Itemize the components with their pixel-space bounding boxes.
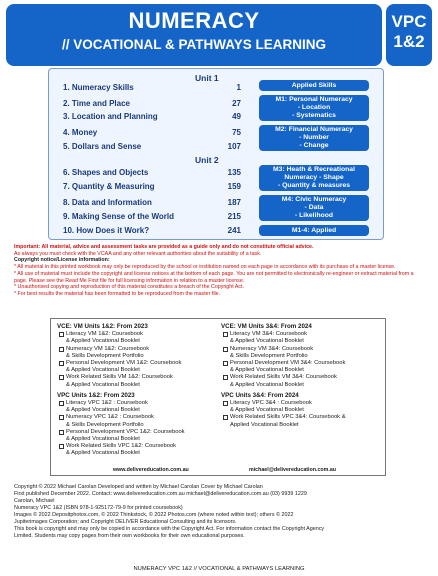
checkbox-icon [59, 347, 64, 352]
module-m2: M2: Financial Numeracy - Number - Change [259, 125, 369, 151]
vpc-badge [386, 4, 432, 66]
contents-row[interactable] [63, 112, 241, 124]
unit-2-label: Unit 2 [195, 155, 219, 165]
list-item [57, 331, 222, 345]
publication-details [14, 484, 424, 540]
contents-row[interactable] [63, 128, 241, 140]
product-column-right [221, 323, 386, 429]
badge-line-1: VPC [391, 12, 427, 31]
product-heading: VPC Units 1&2: From 2023 [57, 391, 135, 399]
footer-line: Images © 2022 Depositphotos.com, © 2022 Thinkstock, © 2022 Photos.com (where noted within text); others © 2022 [14, 512, 294, 518]
page-number: 159 [227, 182, 241, 191]
item-text: Personal Development VPC 1&2: Coursebook & Applied Vocational Booklet [66, 428, 185, 443]
footer-line: Copyright © 2022 Michael Carolan Developed and written by Michael Carolan Cover by Michael Carolan [14, 484, 263, 490]
unit-1-label: Unit 1 [195, 73, 219, 83]
list-item [221, 331, 386, 345]
checkbox-icon [59, 361, 64, 366]
module-m1-4-applied: M1-4: Applied [259, 225, 369, 236]
contents-row[interactable] [63, 142, 241, 154]
page-number: 49 [232, 112, 241, 121]
item-text: Personal Development VM 3&4: Coursebook & Applied Vocational Booklet [230, 360, 346, 374]
page-number: 107 [227, 142, 241, 151]
notice-bullet: * All use of material must include the copyright and license notices at the bottom of each page. You are not permitted to electronically re-engineer or extract material from a page. Please see the Read Me First file for full licensing information in relation to a master license. [14, 270, 414, 284]
chapter-title: 6. Shapes and Objects [63, 168, 149, 177]
product-list [50, 318, 386, 476]
checkbox-icon [223, 361, 228, 366]
list-item [221, 360, 386, 374]
page-number: 187 [227, 198, 241, 207]
module-applied-skills: Applied Skills [259, 80, 369, 91]
list-item [221, 400, 386, 414]
page-number: 135 [227, 168, 241, 177]
contents-row[interactable] [63, 99, 241, 111]
list-item [57, 429, 222, 443]
footer-line: Jupiterimages Corporation; and Copyright DELIVER Educational Consulting and its licensors. [14, 519, 237, 525]
item-text: Work Related Skills VPC 1&2: Coursebook & Applied Vocational Booklet [66, 443, 177, 457]
table-of-contents [48, 68, 384, 240]
list-item [57, 400, 222, 414]
product-heading: VCE: VM Units 3&4: From 2024 [221, 323, 312, 330]
contents-row[interactable] [63, 168, 241, 180]
title-banner [6, 4, 382, 66]
module-m3: M3: Heath & Recreational Numeracy - Shape - Quantity & measures [259, 165, 369, 191]
page-footer: NUMERACY VPC 1&2 // VOCATIONAL & PATHWAYS LEARNING [133, 566, 305, 572]
notice-important: Important: All material, advice and assessment tasks are provided as a guide only and do not constitute official advice. [14, 244, 314, 250]
product-heading: VCE: VM Units 1&2: From 2023 [57, 323, 148, 330]
chapter-title: 9. Making Sense of the World [63, 212, 174, 221]
module-m1: M1: Personal Numeracy - Location - Systematics [259, 95, 369, 121]
item-text: Personal Development VM 1&2: Coursebook & Applied Vocational Booklet [66, 360, 182, 374]
item-text: Work Related Skills VM 1&2: Coursebook & Applied Vocational Booklet [66, 374, 173, 388]
list-item [57, 374, 222, 388]
chapter-title: 7. Quantity & Measuring [63, 182, 155, 191]
checkbox-icon [59, 430, 64, 435]
notice-bullet-text: For best results the material has been formatted to be reproduced from the master file. [17, 290, 221, 297]
page-number: 75 [232, 128, 241, 137]
list-item [57, 346, 222, 360]
page-number: 27 [232, 99, 241, 108]
contents-row[interactable] [63, 83, 241, 95]
footer-line: Carolan, Michael [14, 498, 55, 504]
chapter-title: 4. Money [63, 128, 98, 137]
footer-line: This book is copyright and may only be copied in accordance with the Copyright Act. For information contact the Copyright Agency [14, 526, 325, 532]
item-text: Work Related Skills VPC 3&4: Coursebook & Applied Vocational Booklet [230, 414, 346, 428]
checkbox-icon [59, 332, 64, 337]
footer-line: First published December 2022. Contact: www.delivereducation.com.au michael@delivereducation.com.au (03) 9939 1229 [14, 491, 307, 497]
email-link[interactable]: michael@delivereducation.com.au [249, 467, 337, 473]
checkbox-icon [59, 401, 64, 406]
checkbox-icon [223, 332, 228, 337]
product-heading: VPC Units 3&4: From 2024 [221, 391, 299, 399]
checkbox-icon [223, 415, 228, 420]
page-title: NUMERACY [128, 8, 260, 33]
notice-license-heading: Copyright notice/License information: [14, 257, 110, 264]
contents-row[interactable] [63, 198, 241, 210]
notice-check: As always you must check with the VCAA and any other relevant authorities about the suitability of a task. [14, 250, 262, 257]
page-number: 241 [227, 226, 241, 235]
product-column-left [57, 323, 222, 458]
chapter-title: 3. Location and Planning [63, 112, 158, 121]
list-item [221, 374, 386, 388]
chapter-title: 5. Dollars and Sense [63, 142, 142, 151]
copyright-notice [14, 244, 426, 298]
notice-bullet-text: All material in this printed workbook may only be reproduced by the school or institution named on each page in accordance with its purchase of a master license. [17, 264, 396, 271]
module-m4: M4: Civic Numeracy - Data - Likelihood [259, 195, 369, 221]
checkbox-icon [59, 375, 64, 380]
notice-bullet-text: All use of material must include the copyright and license notices at the bottom of each page. You are not permitted to electronically re-engineer or extract material from a page. Please see the Read Me First file for full licensing information in relation to a master license. [14, 270, 414, 284]
contents-row[interactable] [63, 212, 241, 224]
website-link[interactable]: www.delivereducation.com.au [113, 467, 189, 473]
notice-bullet-text: Unauthorised copying and reproduction of this material constitutes a breach of the Copyright Act. [17, 284, 244, 291]
list-item [221, 414, 386, 428]
checkbox-icon [223, 401, 228, 406]
list-item [57, 360, 222, 374]
chapter-title: 1. Numeracy Skills [63, 83, 134, 92]
footer-line: Numeracy VPC 1&2 (ISBN 978-1-925172-79-9 for printed coursebook) [14, 505, 183, 511]
item-text: Numeracy VPC 1&2 : Coursebook & Skills Development Portfolio [66, 414, 154, 428]
chapter-title: 2. Time and Place [63, 99, 130, 108]
list-item [221, 346, 386, 360]
page-subtitle: // VOCATIONAL & PATHWAYS LEARNING [61, 37, 326, 52]
list-item [57, 414, 222, 428]
checkbox-icon [59, 444, 64, 449]
item-text: Literacy VPC 1&2 : Coursebook & Applied Vocational Booklet [66, 400, 148, 414]
chapter-title: 10. How Does it Work? [63, 226, 150, 235]
notice-bullet: * For best results the material has been formatted to be reproduced from the master file. [14, 290, 221, 297]
notice-bullet: * All material in this printed workbook may only be reproduced by the school or institution named on each page in accordance with its purchase of a master license. [14, 264, 396, 271]
checkbox-icon [59, 415, 64, 420]
notice-bullet: * Unauthorised copying and reproduction of this material constitutes a breach of the Copyright Act. [14, 284, 244, 291]
item-text: Literacy VPC 3&4 : Coursebook & Applied Vocational Booklet [230, 400, 312, 414]
item-text: Literacy VM 1&2: Coursebook & Applied Vocational Booklet [66, 331, 144, 345]
item-text: Numeracy VM 3&4: Coursebook & Skills Development Portfolio [230, 345, 314, 359]
checkbox-icon [223, 347, 228, 352]
page-number: 215 [227, 212, 241, 221]
list-item [57, 443, 222, 457]
contents-row[interactable] [63, 182, 241, 194]
footer-line: Limited. Students may copy pages from their own workbooks for their own educational purposes. [14, 533, 245, 539]
badge-line-2: 1&2 [393, 32, 425, 51]
checkbox-icon [223, 375, 228, 380]
page-number: 1 [236, 83, 241, 92]
header [6, 4, 430, 66]
chapter-title: 8. Data and Information [63, 198, 152, 207]
item-text: Literacy VM 3&4: Coursebook & Applied Vocational Booklet [230, 331, 308, 345]
item-text: Work Related Skills VM 3&4: Coursebook & Applied Vocational Booklet [230, 374, 337, 388]
contents-row[interactable] [63, 226, 241, 238]
item-text: Numeracy VM 1&2: Coursebook & Skills Development Portfolio [66, 345, 150, 359]
